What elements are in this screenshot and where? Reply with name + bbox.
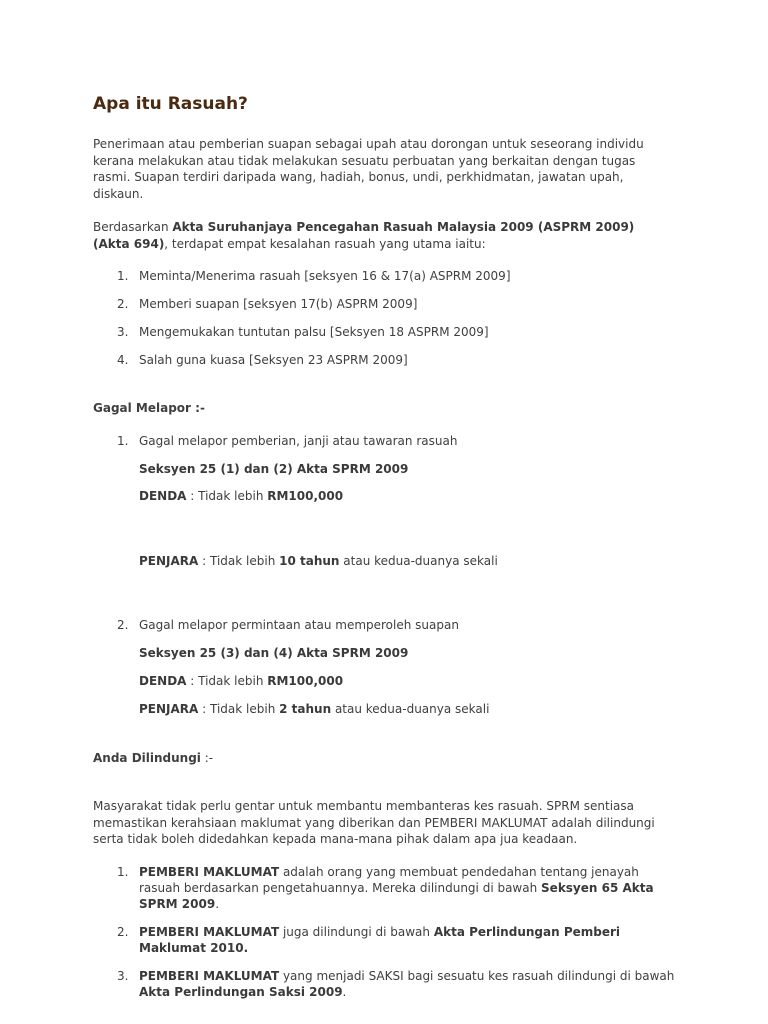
item-number: 1. [117,269,129,283]
item-number: 2. [117,924,129,939]
list-item [93,324,675,340]
item-bold-ref: Akta Perlindungan Saksi 2009 [139,984,343,999]
item-text: adalah orang yang membuat pendedahan tentang jenayah rasuah berdasarkan pengetahuannya. Mereka dilindungi di bawah [139,864,639,895]
section-ref [139,461,675,477]
penjara-end: atau kedua-duanya sekali [331,702,490,716]
item-text: Gagal melapor permintaan atau memperoleh suapan [139,618,459,632]
penjara-mid: : Tidak lebih [198,702,280,716]
item-text: juga dilindungi di bawah [279,924,434,939]
dilindungi-heading-bold: Anda Dilindungi [93,751,201,765]
list-item [93,617,675,717]
list-item [93,352,675,368]
penjara-label: PENJARA [139,702,199,716]
law-paragraph [93,219,675,252]
item-text: Salah guna kuasa [Seksyen 23 ASPRM 2009] [139,353,408,367]
item-number: 1. [117,434,129,448]
list-item [93,864,675,912]
list-item [93,268,675,284]
item-number: 4. [117,353,129,367]
gagal-heading: Gagal Melapor :- [93,401,205,415]
item-text: yang menjadi SAKSI bagi sesuatu kes rasuah dilindungi di bawah [279,968,675,983]
item-number: 3. [117,968,129,983]
penjara-end: atau kedua-duanya sekali [339,554,498,568]
item-bold-ref: Seksyen 65 Akta SPRM 2009 [139,880,654,911]
denda-line [139,673,675,689]
item-bold-ref: Akta Perlindungan Pemberi Maklumat 2010. [139,924,621,955]
item-text: Mengemukakan tuntutan palsu [Seksyen 18 ASPRM 2009] [139,325,489,339]
denda-label: DENDA [139,489,187,503]
item-bold: PEMBERI MAKLUMAT [139,864,280,879]
item-bold: PEMBERI MAKLUMAT [139,924,280,939]
dilindungi-heading [93,750,675,766]
page-title: Apa itu Rasuah? [93,94,248,114]
dilindungi-heading-rest: :- [200,751,214,765]
denda-mid: : Tidak lebih [186,489,268,503]
list-item [93,433,675,569]
item-number: 2. [117,618,129,632]
item-number: 3. [117,325,129,339]
section-text: Seksyen 25 (1) dan (2) Akta SPRM 2009 [139,462,409,476]
offence-list [93,268,675,368]
item-end: . [342,984,347,999]
denda-line [139,488,675,504]
penjara-line [139,701,675,717]
law-prefix: Berdasarkan [93,220,173,234]
penjara-label: PENJARA [139,554,199,568]
denda-mid: : Tidak lebih [186,674,268,688]
dilindungi-paragraph: Masyarakat tidak perlu gentar untuk membantu membanteras kes rasuah. SPRM sentiasa memastikan kerahsiaan maklumat yang diberikan dan PEMBERI MAKLUMAT adalah dilindungi serta tidak boleh didedahkan kepada mana-mana pihak dalam apa jua keadaan. [93,799,655,846]
denda-label: DENDA [139,674,187,688]
item-end: . [215,896,220,911]
denda-amount: RM100,000 [267,489,344,503]
section-text: Seksyen 25 (3) dan (4) Akta SPRM 2009 [139,646,409,660]
penjara-term: 2 tahun [279,702,332,716]
penjara-term: 10 tahun [279,554,340,568]
list-item [93,296,675,312]
penjara-line [139,553,675,569]
item-text: Memberi suapan [seksyen 17(b) ASPRM 2009] [139,297,418,311]
section-ref [139,645,675,661]
penjara-mid: : Tidak lebih [198,554,280,568]
intro-paragraph: Penerimaan atau pemberian suapan sebagai upah atau dorongan untuk seseorang individu kerana melakukan atau tidak melakukan sesuatu perbuatan yang berkaitan dengan tugas rasmi. Suapan terdiri daripada wang, hadiah, bonus, undi, perkhidmatan, jawatan upah, diskaun. [93,137,644,201]
item-text: Meminta/Menerima rasuah [seksyen 16 & 17(a) ASPRM 2009] [139,269,511,283]
denda-amount: RM100,000 [267,674,344,688]
pemberi-list [93,864,675,1000]
item-bold: PEMBERI MAKLUMAT [139,968,280,983]
law-suffix: , terdapat empat kesalahan rasuah yang utama iaitu: [164,236,486,251]
law-name: Akta Suruhanjaya Pencegahan Rasuah Malaysia 2009 (ASPRM 2009) (Akta 694) [93,220,635,251]
item-text: Gagal melapor pemberian, janji atau tawaran rasuah [139,434,458,448]
list-item [93,968,675,1000]
list-item [93,924,675,956]
item-number: 2. [117,297,129,311]
gagal-list [93,433,675,717]
item-number: 1. [117,864,129,879]
